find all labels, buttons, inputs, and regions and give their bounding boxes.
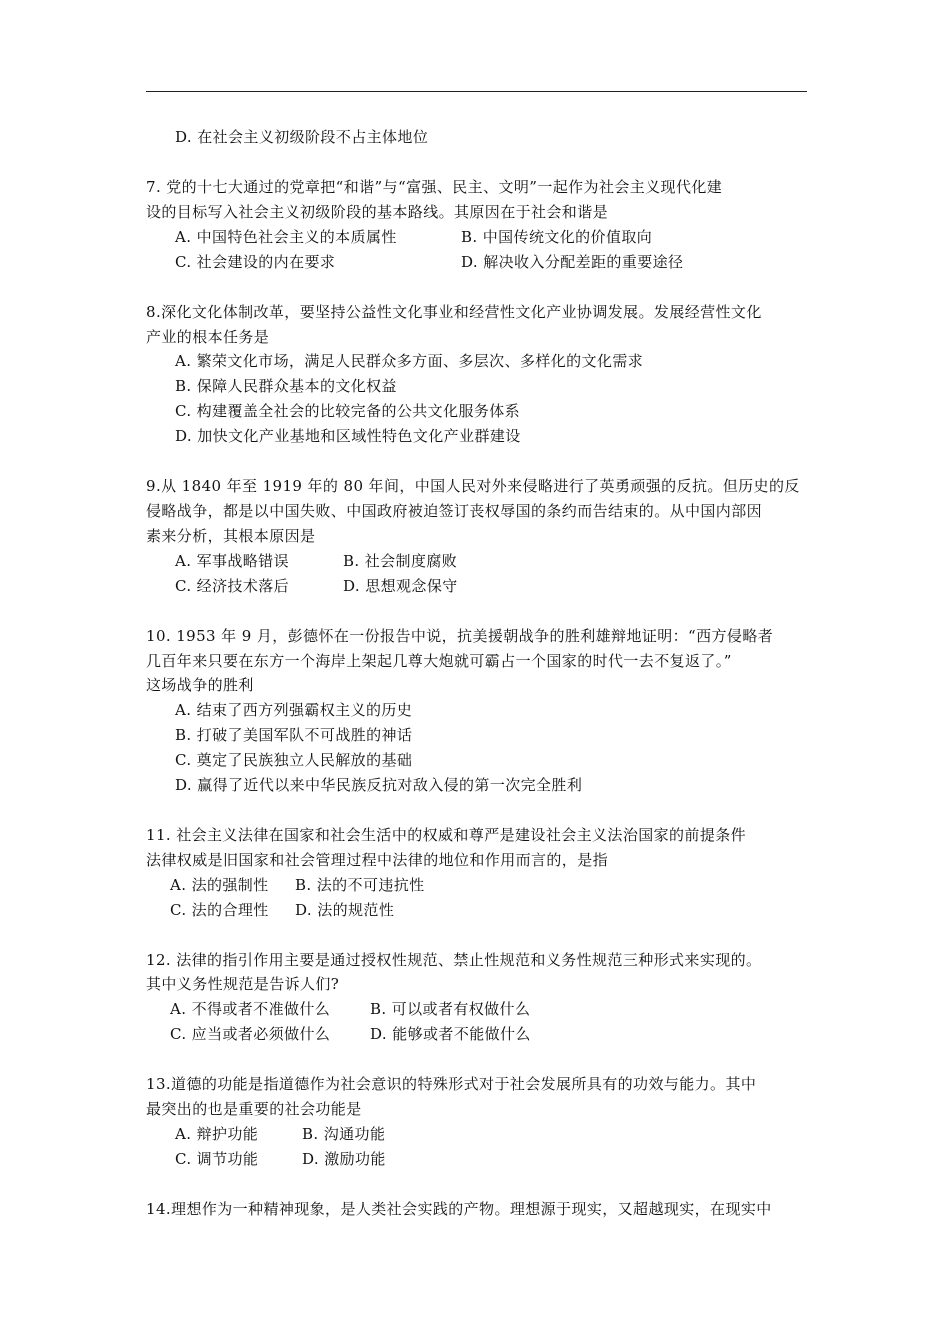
q10-option-c: C. 奠定了民族独立人民解放的基础 xyxy=(175,751,413,769)
q12-option-d: D. 能够或者不能做什么 xyxy=(370,1025,531,1043)
q13-option-d: D. 激励功能 xyxy=(302,1150,386,1168)
q9-stem-line-3: 素来分析，其根本原因是 xyxy=(146,527,316,545)
q10-option-b: B. 打破了美国军队不可战胜的神话 xyxy=(175,726,413,744)
q8-stem-line-2: 产业的根本任务是 xyxy=(146,328,270,346)
q10-stem-line-3: 这场战争的胜利 xyxy=(146,676,254,694)
q11-option-b: B. 法的不可违抗性 xyxy=(295,876,425,894)
q8-stem-line-1: 8.深化文化体制改革，要坚持公益性文化事业和经营性文化产业协调发展。发展经营性文化 xyxy=(146,303,762,321)
q9-option-d: D. 思想观念保守 xyxy=(343,577,458,595)
q13-stem-line-1: 13.道德的功能是指道德作为社会意识的特殊形式对于社会发展所具有的功效与能力。其中 xyxy=(146,1075,757,1093)
q12-stem-line-1: 12. 法律的指引作用主要是通过授权性规范、禁止性规范和义务性规范三种形式来实现的。 xyxy=(146,951,762,969)
q11-option-d: D. 法的规范性 xyxy=(295,901,395,919)
q11-stem-line-2: 法律权威是旧国家和社会管理过程中法律的地位和作用而言的，是指 xyxy=(146,851,609,869)
q13-option-c: C. 调节功能 xyxy=(175,1150,259,1168)
q7-stem-line-2: 设的目标写入社会主义初级阶段的基本路线。其原因在于社会和谐是 xyxy=(146,203,609,221)
q13-option-a: A. 辩护功能 xyxy=(175,1125,259,1143)
q12-option-a: A. 不得或者不准做什么 xyxy=(170,1000,331,1018)
q8-option-c: C. 构建覆盖全社会的比较完备的公共文化服务体系 xyxy=(175,402,521,420)
q9-option-c: C. 经济技术落后 xyxy=(175,577,290,595)
q9-stem-line-2: 侵略战争，都是以中国失败、中国政府被迫签订丧权辱国的条约而告结束的。从中国内部因 xyxy=(146,502,763,520)
q10-stem-line-2: 几百年来只要在东方一个海岸上架起几尊大炮就可霸占一个国家的时代一去不复返了。” xyxy=(146,652,732,670)
q10-stem-line-1: 10. 1953 年 9 月，彭德怀在一份报告中说，抗美援朝战争的胜利雄辩地证明：“西方侵略者 xyxy=(146,627,774,645)
q6-option-d: D. 在社会主义初级阶段不占主体地位 xyxy=(175,128,429,146)
q8-option-d: D. 加快文化产业基地和区域性特色文化产业群建设 xyxy=(175,427,521,445)
q9-option-b: B. 社会制度腐败 xyxy=(343,552,458,570)
q8-option-b: B. 保障人民群众基本的文化权益 xyxy=(175,377,397,395)
q9-option-a: A. 军事战略错误 xyxy=(175,552,289,570)
q11-option-c: C. 法的合理性 xyxy=(170,901,269,919)
q13-stem-line-2: 最突出的也是重要的社会功能是 xyxy=(146,1100,362,1118)
q12-stem-line-2: 其中义务性规范是告诉人们? xyxy=(146,975,340,993)
q9-stem-line-1: 9.从 1840 年至 1919 年的 80 年间，中国人民对外来侵略进行了英勇顽强的反抗。但历史的反 xyxy=(146,477,800,495)
header-rule xyxy=(146,91,807,92)
q13-option-b: B. 沟通功能 xyxy=(302,1125,386,1143)
q7-option-a: A. 中国特色社会主义的本质属性 xyxy=(175,228,397,246)
q11-stem-line-1: 11. 社会主义法律在国家和社会生活中的权威和尊严是建设社会主义法治国家的前提条件 xyxy=(146,826,747,844)
q12-option-c: C. 应当或者必须做什么 xyxy=(170,1025,331,1043)
q12-option-b: B. 可以或者有权做什么 xyxy=(370,1000,531,1018)
q7-stem-line-1: 7. 党的十七大通过的党章把“和谐”与“富强、民主、文明”一起作为社会主义现代化建 xyxy=(146,178,723,196)
q7-option-b: B. 中国传统文化的价值取向 xyxy=(461,228,653,246)
q10-option-a: A. 结束了西方列强霸权主义的历史 xyxy=(175,701,413,719)
q10-option-d: D. 赢得了近代以来中华民族反抗对敌入侵的第一次完全胜利 xyxy=(175,776,583,794)
q14-stem-line-1: 14.理想作为一种精神现象，是人类社会实践的产物。理想源于现实，又超越现实，在现实中 xyxy=(146,1200,772,1218)
q8-option-a: A. 繁荣文化市场，满足人民群众多方面、多层次、多样化的文化需求 xyxy=(175,352,644,370)
q7-option-d: D. 解决收入分配差距的重要途径 xyxy=(461,253,684,271)
q7-option-c: C. 社会建设的内在要求 xyxy=(175,253,336,271)
q11-option-a: A. 法的强制性 xyxy=(170,876,269,894)
